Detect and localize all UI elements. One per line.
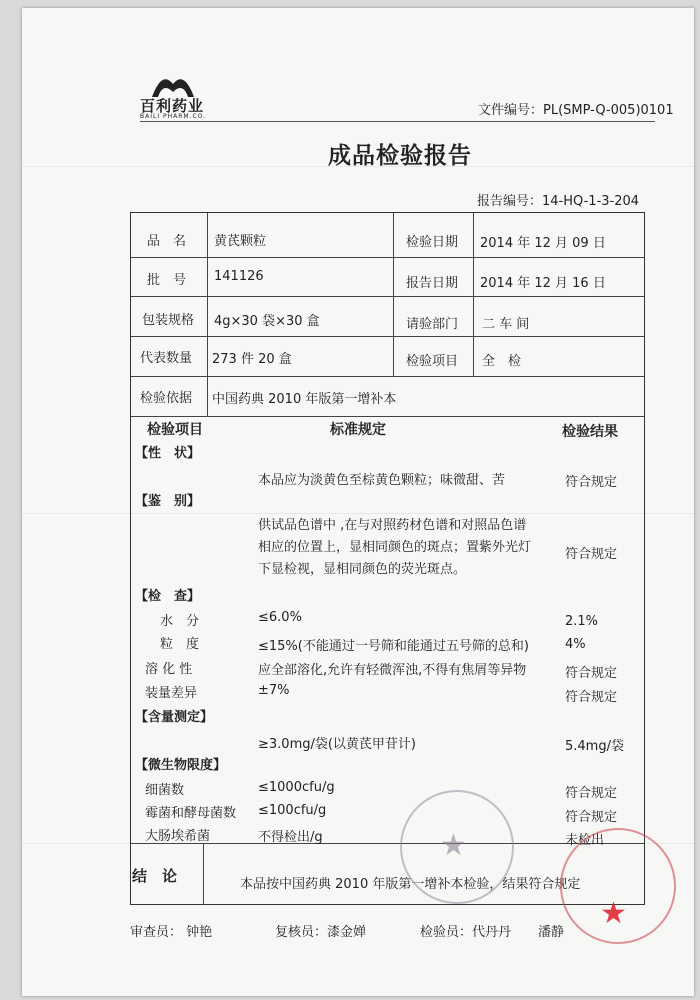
inspector-signature-2: 潘静 <box>538 925 565 940</box>
identification-result: 符合规定 <box>565 547 618 562</box>
micro-item-name: 霉菌和酵母菌数 <box>145 806 237 821</box>
assay-result: 5.4mg/袋 <box>565 739 624 754</box>
batch-value: 141126 <box>214 269 264 284</box>
identification-standard-line: 相应的位置上，显相同颜色的斑点；置紫外光灯 <box>258 540 532 555</box>
check-item-name: 粒 度 <box>160 637 200 652</box>
col-header-item: 检验项目 <box>147 422 203 438</box>
qty-label: 代表数量 <box>140 351 193 366</box>
batch-label: 批 号 <box>147 273 187 288</box>
checker-signature: 复核员：漆金婵 <box>275 925 367 940</box>
check-item-result: 符合规定 <box>565 666 618 681</box>
logo-chinese: 百利药业 <box>140 97 205 115</box>
report-number: 报告编号：14-HQ-1-3-204 <box>477 194 640 209</box>
section-character: 【性 状】 <box>135 446 201 461</box>
section-identification: 【鉴 别】 <box>135 494 201 509</box>
micro-item-result: 未检出 <box>565 833 605 848</box>
character-standard: 本品应为淡黄色至棕黄色颗粒；味微甜、苦 <box>258 473 506 488</box>
micro-item-result: 符合规定 <box>565 810 618 825</box>
identification-standard <box>258 515 558 581</box>
qty-value: 273 件 20 盒 <box>212 352 292 367</box>
company-logo-icon <box>150 70 196 98</box>
inspector-signature: 检验员：代丹丹 <box>420 925 512 940</box>
assay-standard: ≥3.0mg/袋(以黄芪甲苷计) <box>258 737 417 752</box>
company-seal-star-icon: ★ <box>600 896 627 931</box>
header-rule <box>140 121 655 122</box>
micro-item-standard: ≤100cfu/g <box>258 803 327 818</box>
inspect-date-value: 2014 年 12 月 09 日 <box>480 236 606 251</box>
report-date-label: 报告日期 <box>406 276 459 291</box>
check-item-standard: ≤15%(不能通过一号筛和能通过五号筛的总和) <box>258 639 529 654</box>
check-item-result: 2.1% <box>565 614 599 629</box>
inspect-date-label: 检验日期 <box>406 235 459 250</box>
page-title: 成品检验报告 <box>328 143 472 169</box>
conclusion-label: 结 论 <box>132 867 178 885</box>
col-header-standard: 标准规定 <box>330 422 386 438</box>
spec-label: 包装规格 <box>142 313 195 328</box>
name-value: 黄芪颗粒 <box>214 234 267 249</box>
file-number: 文件编号：PL(SMP-Q-005)0101 <box>478 103 674 118</box>
check-item-standard: 应全部溶化,允许有轻微浑浊,不得有焦屑等异物 <box>258 663 527 678</box>
check-item-name: 水 分 <box>160 614 200 629</box>
col-header-result: 检验结果 <box>562 424 618 440</box>
conclusion-text: 本品按中国药典 2010 年版第一增补本检验，结果符合规定 <box>240 877 581 892</box>
check-item-result: 符合规定 <box>565 690 618 705</box>
item-value: 全 检 <box>482 354 522 369</box>
check-item-standard: ≤6.0% <box>258 610 302 625</box>
section-microbial: 【微生物限度】 <box>135 758 227 773</box>
logo-english: BAILI PHARM.CO. <box>140 113 207 120</box>
micro-item-name: 细菌数 <box>145 783 185 798</box>
section-check: 【检 查】 <box>135 589 201 604</box>
name-label: 品 名 <box>147 234 187 249</box>
check-item-standard: ±7% <box>258 683 290 698</box>
micro-item-standard: 不得检出/g <box>258 830 323 845</box>
basis-label: 检验依据 <box>140 391 193 406</box>
seal-star-icon: ★ <box>440 828 467 863</box>
spec-value: 4g×30 袋×30 盒 <box>214 314 320 329</box>
identification-standard-line: 供试品色谱中 ,在与对照药材色谱和对照品色谱 <box>258 518 527 533</box>
dept-label: 请验部门 <box>406 317 459 332</box>
dept-value: 二 车 间 <box>482 317 530 332</box>
check-item-name: 装量差异 <box>145 686 198 701</box>
check-item-result: 4% <box>565 637 586 652</box>
report-date-value: 2014 年 12 月 16 日 <box>480 276 606 291</box>
micro-item-standard: ≤1000cfu/g <box>258 780 335 795</box>
micro-item-name: 大肠埃希菌 <box>145 829 211 844</box>
reviewer-signature: 审查员： 钟艳 <box>130 925 213 940</box>
section-assay: 【含量测定】 <box>135 710 214 725</box>
basis-value: 中国药典 2010 年版第一增补本 <box>212 392 397 407</box>
micro-item-result: 符合规定 <box>565 786 618 801</box>
item-label: 检验项目 <box>406 354 459 369</box>
identification-standard-line: 下显检视，显相同颜色的荧光斑点。 <box>258 562 467 577</box>
character-result: 符合规定 <box>565 475 618 490</box>
check-item-name: 溶 化 性 <box>145 662 193 677</box>
